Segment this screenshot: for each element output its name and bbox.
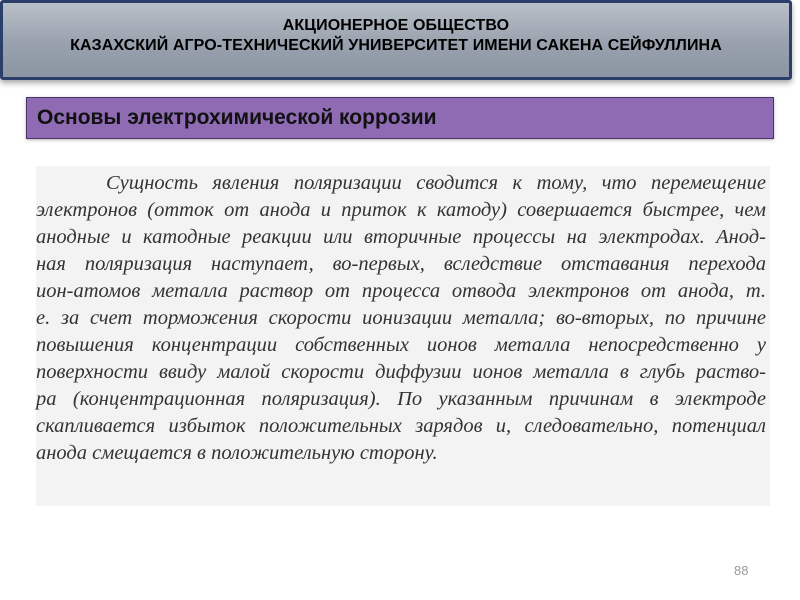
paragraph-line: ра (концентрационная поляризация). По указанным причинам в электроде [36, 388, 766, 410]
paragraph-line: ная поляризация наступает, во-первых, вследствие отставания перехода [36, 253, 766, 275]
paragraph-line: электронов (отток от анода и приток к катоду) совершается быстрее, чем [36, 199, 766, 221]
scanned-text-block [36, 166, 770, 506]
paragraph-line: Сущность явления поляризации сводится к тому, что перемещение [106, 172, 766, 194]
paragraph-line: поверхности ввиду малой скорости диффузии ионов металла в глубь раство- [36, 361, 766, 383]
paragraph-line: анода смещается в положительную сторону. [36, 442, 438, 464]
paragraph-line: ион-атомов металла раствор от процесса отвода электронов от анода, т. [36, 280, 766, 302]
page-number: 88 [734, 563, 749, 578]
paragraph-line: е. за счет торможения скорости ионизации металла; во-вторых, по причине [36, 307, 766, 329]
university-header [0, 0, 792, 80]
header-line-1: АКЦИОНЕРНОЕ ОБЩЕСТВО [282, 17, 510, 34]
paragraph-line: скапливается избыток положительных зарядов и, следовательно, потенциал [36, 415, 766, 437]
slide-title-bar [26, 97, 774, 139]
slide-title: Основы электрохимической коррозии [37, 106, 437, 129]
paragraph-line: анодные и катодные реакции или вторичные процессы на электродах. Анод- [36, 226, 766, 248]
paragraph-line: повышения концентрации собственных ионов металла непосредственно у [36, 334, 766, 356]
header-line-2: КАЗАХСКИЙ АГРО-ТЕХНИЧЕСКИЙ УНИВЕРСИТЕТ ИМЕНИ САКЕНА СЕЙФУЛЛИНА [70, 37, 722, 54]
